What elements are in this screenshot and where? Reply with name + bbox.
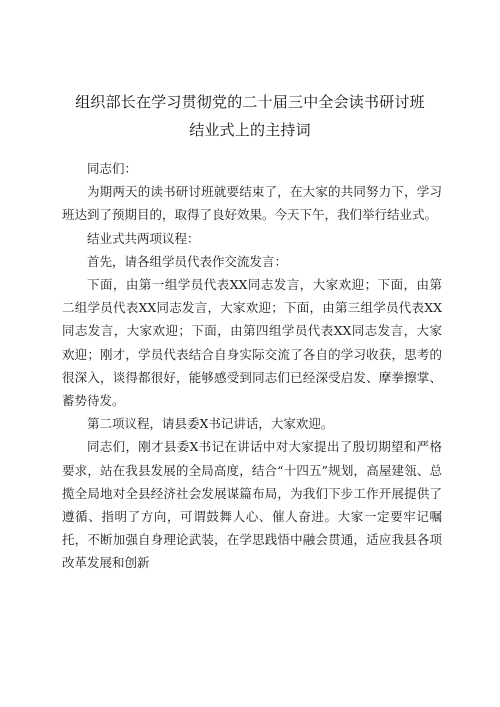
body-paragraph: 下面，由第一组学员代表XX同志发言，大家欢迎；下面，由第二组学员代表XX同志发言，大家欢迎；下面，由第三组学员代表XX同志发言，大家欢迎；下面，由第四组学员代表XX同志发言，大家欢迎；刚才，学员代表结合自身实际交流了各自的学习收获，思考的很深入，谈得都很好，能够感受到同志们已经深受启发、摩拳擦掌、蓄势待发。	[62, 277, 442, 409]
body-paragraph: 首先，请各组学员代表作交流发言：	[87, 253, 288, 269]
document-body	[62, 151, 442, 575]
salutation-paragraph: 同志们：	[87, 161, 138, 176]
body-paragraph: 结业式共两项议程：	[87, 230, 200, 246]
body-paragraph: 同志们，刚才县委X书记在讲话中对大家提出了殷切期望和严格要求，站在我县发展的全局高度，结合“十四五”规划，高屋建瓴、总揽全局地对全县经济社会发展谋篇布局，为我们下步工作开展提供了遵循、指明了方向，可谓鼓舞人心、催人奋进。大家一定要牢记嘱托，不断加强自身理论武装，在学思践悟中融会贯通，适应我县各项改革发展和创新	[62, 439, 442, 571]
document-title-line-2: 结业式上的主持词	[189, 121, 311, 139]
body-paragraph: 第二项议程，请县委X书记讲话，大家欢迎。	[87, 416, 334, 432]
document-title-line-1: 组织部长在学习贯彻党的二十届三中全会读书研讨班	[75, 93, 425, 111]
body-paragraph: 为期两天的读书研讨班就要结束了，在大家的共同努力下，学习班达到了预期目的，取得了良好效果。今天下午，我们举行结业式。	[62, 184, 442, 223]
